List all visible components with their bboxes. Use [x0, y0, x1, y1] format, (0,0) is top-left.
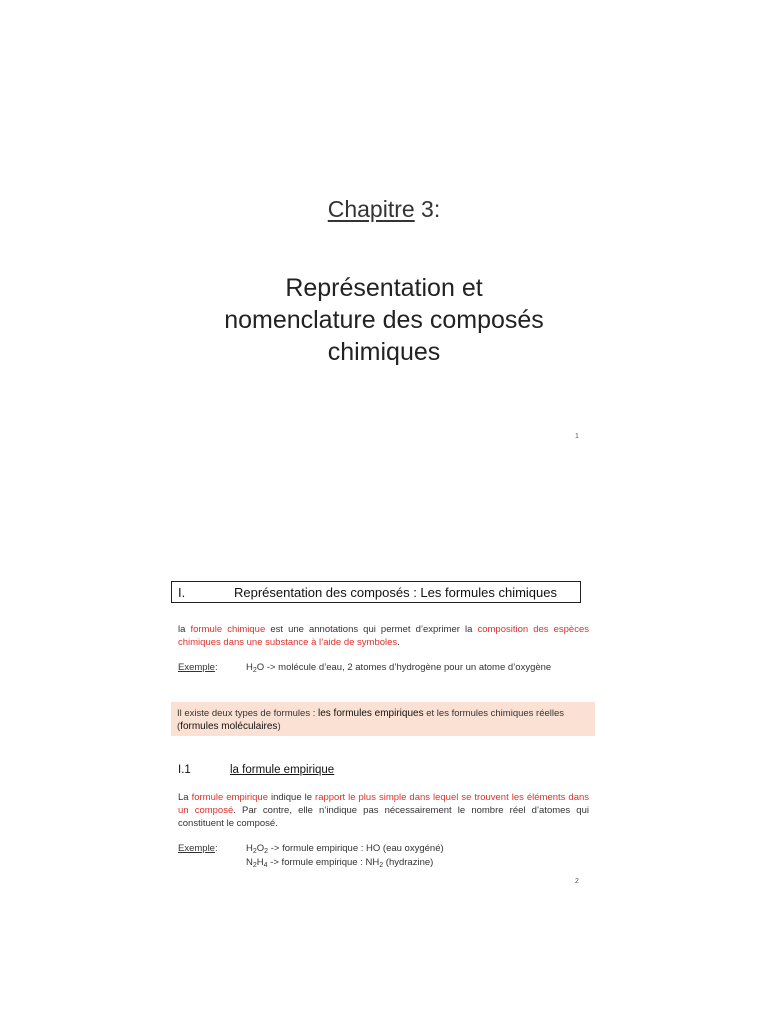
example-1 — [178, 661, 598, 674]
l2-d: (hydrazine) — [383, 857, 434, 868]
intro-highlight-1: formule chimique — [190, 624, 266, 635]
example-colon-2: : — [214, 843, 218, 854]
l2-b: H — [256, 857, 264, 868]
l1-c: -> formule empirique : HO (eau oxygéné) — [268, 843, 444, 854]
intro-text-1: la — [178, 624, 191, 635]
emp-highlight-2: rapport le plus simple dans lequel se trouvent les éléments dans un composé — [178, 792, 590, 816]
formula-types-callout — [171, 702, 595, 736]
chapter-title — [184, 272, 584, 368]
example-label-1: Exemple — [178, 662, 215, 673]
types-text-1: Il existe deux types de formules : — [177, 708, 318, 719]
page-number-1: 1 — [575, 433, 579, 440]
chapter-word: Chapitre — [327, 196, 415, 222]
l1-s2: 2 — [264, 848, 269, 855]
chapter-number: 3: — [414, 196, 441, 222]
intro-highlight-2: composition des espèces chimiques dans une substance à l’aide de symboles — [178, 624, 590, 648]
l2-a: N — [246, 857, 253, 868]
section-title: Représentation des composés : Les formules chimiques — [234, 584, 557, 600]
title-line-3: chimiques — [327, 338, 441, 366]
page-number-2: 2 — [575, 878, 579, 885]
subsection-title: la formule empirique — [230, 764, 335, 776]
types-text-2: et les formules chimiques réelles ( — [177, 708, 565, 732]
types-empiriques: les formules empiriques — [317, 708, 424, 719]
l2-s3: 2 — [379, 862, 384, 869]
intro-paragraph — [178, 623, 589, 649]
l2-s2: 4 — [263, 862, 268, 869]
emp-text-1: La — [178, 792, 192, 803]
intro-text-2: est une annotations qui permet d’exprimer la — [265, 624, 478, 635]
types-text-3: ) — [277, 721, 281, 732]
formula-h: H — [246, 662, 253, 673]
emp-text-3: . Par contre, elle n’indique pas nécessairement le nombre réel d’atomes qui constituent le composé. — [178, 805, 589, 829]
emp-highlight-1: formule empirique — [191, 792, 268, 803]
l1-b: O — [256, 843, 265, 854]
l2-c: -> formule empirique : NH — [267, 857, 380, 868]
section-heading-box — [171, 581, 581, 603]
example2-line-2 — [246, 856, 433, 869]
chapter-heading — [0, 196, 768, 223]
l2-s1: 2 — [252, 862, 257, 869]
example2-line-1 — [246, 842, 444, 855]
example-formula-1 — [246, 661, 551, 674]
section-number: I. — [178, 584, 186, 600]
empirique-paragraph — [178, 791, 589, 830]
formula-rest: O -> molécule d’eau, 2 atomes d’hydrogène pour un atome d’oxygène — [256, 662, 552, 673]
l1-s1: 2 — [252, 848, 257, 855]
l1-a: H — [246, 843, 253, 854]
example-colon-1: : — [214, 662, 218, 673]
types-moleculaires: formules moléculaires — [180, 721, 278, 732]
title-line-1: Représentation et — [285, 274, 483, 302]
formula-sub: 2 — [252, 667, 257, 674]
subsection-number: I.1 — [178, 764, 191, 776]
intro-text-3: . — [397, 637, 400, 648]
example-2 — [178, 842, 598, 869]
title-line-2: nomenclature des composés — [224, 306, 544, 334]
example-label-2: Exemple — [178, 843, 215, 854]
emp-text-2: indique le — [267, 792, 316, 803]
